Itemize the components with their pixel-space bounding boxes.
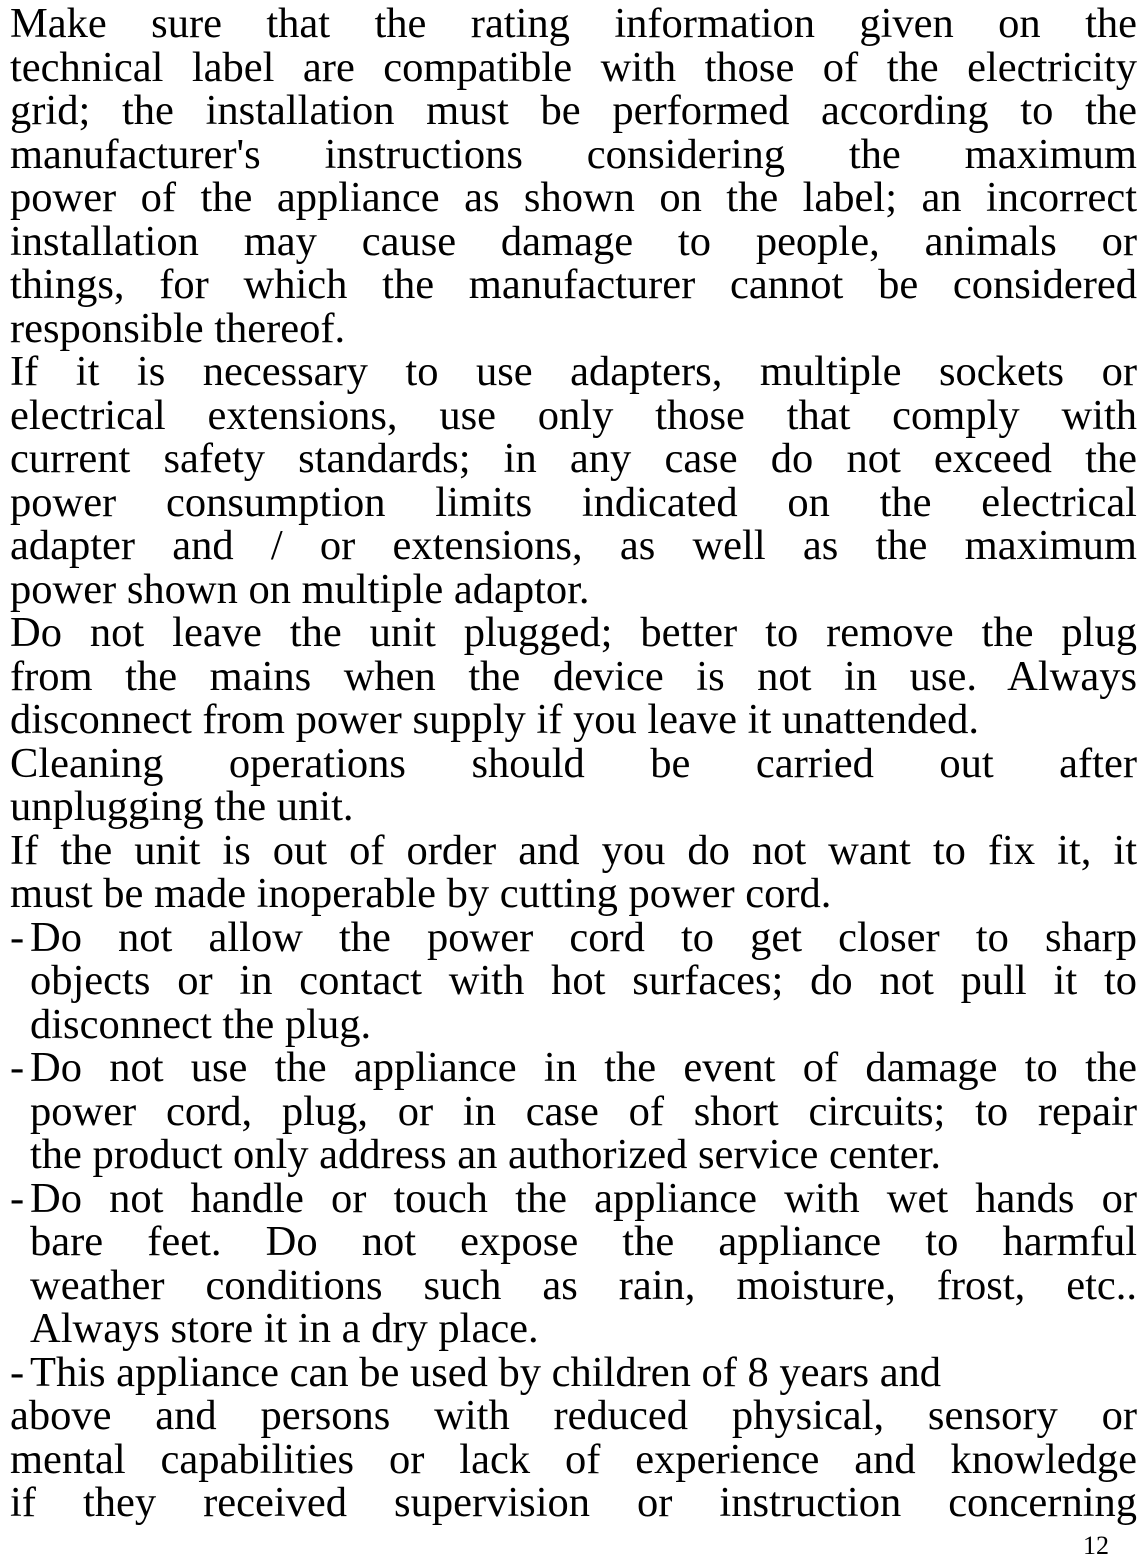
text-line [10, 2, 1137, 46]
text-line-content: If the unit is out of order and you do not want to fix it, it [10, 826, 1137, 874]
text-line [10, 217, 1137, 265]
text-line-content: disconnect the plug. [30, 1000, 372, 1048]
text-line-content: This appliance can be used by children of 8 years and [30, 1348, 942, 1396]
text-line [10, 872, 1137, 916]
text-line-content: from the mains when the device is not in use. Always [10, 652, 1137, 700]
text-line-content: things, for which the manufacturer cannot be considered [10, 261, 1137, 308]
text-line [10, 1087, 1137, 1135]
text-line-content: current safety standards; in any case do not exceed the [10, 435, 1137, 482]
text-line-content: installation may cause damage to people, animals or [10, 217, 1137, 265]
text-line-content: grid; the installation must be performed according to the [10, 87, 1137, 134]
text-line-content: technical label are compatible with those of the electricity [10, 43, 1137, 91]
text-line [10, 739, 1137, 787]
text-line [10, 1220, 1137, 1264]
text-line-content: manufacturer's instructions considering the maximum [10, 130, 1137, 178]
text-line-content: If it is necessary to use adapters, multiple sockets or [10, 348, 1137, 395]
text-line-content: adapter and / or extensions, as well as the maximum [10, 522, 1137, 569]
bullet-dash: - [10, 913, 25, 961]
text-line [10, 437, 1137, 481]
text-line-content: disconnect from power supply if you leave it unattended. [10, 696, 979, 743]
text-line [10, 1394, 1137, 1438]
text-line [10, 524, 1137, 568]
text-line [10, 263, 1137, 307]
text-line [10, 611, 1137, 655]
text-line [10, 565, 1137, 613]
text-line-content: above and persons with reduced physical, sensory or [10, 1392, 1137, 1439]
text-line [10, 652, 1137, 700]
text-line-content: unplugging the unit. [10, 783, 354, 830]
text-line [10, 1307, 1137, 1351]
text-line-content: Do not leave the unit plugged; better to remove the plug [10, 609, 1137, 656]
text-line-content: power cord, plug, or in case of short circuits; to repair [30, 1087, 1137, 1135]
text-line [10, 698, 1137, 742]
text-line [10, 1348, 1137, 1396]
text-line [10, 1046, 1137, 1090]
text-line [10, 826, 1137, 874]
text-line [10, 304, 1137, 352]
text-line-content: Do not allow the power cord to get closer to sharp [30, 913, 1137, 961]
text-line [10, 89, 1137, 133]
text-line-content: Do not use the appliance in the event of damage to the [30, 1044, 1137, 1091]
text-line [10, 1435, 1137, 1483]
text-line-content: Always store it in a dry place. [30, 1305, 539, 1352]
document-body [10, 2, 1137, 1525]
text-line [10, 959, 1137, 1003]
text-line [10, 478, 1137, 526]
text-line [10, 1481, 1137, 1525]
bullet-dash: - [10, 1174, 25, 1222]
text-line [10, 350, 1137, 394]
text-line-content: power of the appliance as shown on the label; an incorrect [10, 174, 1137, 221]
text-line [10, 176, 1137, 220]
text-line [10, 1133, 1137, 1177]
text-line-content: if they received supervision or instruction concerning [10, 1479, 1137, 1526]
text-line-content: Do not handle or touch the appliance with wet hands or [30, 1174, 1137, 1222]
text-line-content: the product only address an authorized service center. [30, 1131, 942, 1178]
page-number: 12 [1083, 1531, 1109, 1560]
text-line-content: bare feet. Do not expose the appliance to harmful [30, 1218, 1137, 1265]
text-line-content: objects or in contact with hot surfaces; do not pull it to [30, 957, 1137, 1004]
text-line [10, 1000, 1137, 1048]
text-line-content: power shown on multiple adaptor. [10, 565, 590, 613]
text-line [10, 785, 1137, 829]
text-line-content: must be made inoperable by cutting power cord. [10, 870, 832, 917]
bullet-dash: - [10, 1348, 25, 1396]
text-line [10, 391, 1137, 439]
text-line-content: Make sure that the rating information given on the [10, 0, 1137, 47]
text-line [10, 913, 1137, 961]
text-line-content: mental capabilities or lack of experience and knowledge [10, 1435, 1137, 1483]
text-line [10, 43, 1137, 91]
text-line-content: electrical extensions, use only those that comply with [10, 391, 1137, 439]
text-line [10, 1174, 1137, 1222]
text-line-content: Cleaning operations should be carried out after [10, 739, 1137, 787]
text-line [10, 130, 1137, 178]
text-line-content: power consumption limits indicated on the electrical [10, 478, 1137, 526]
bullet-dash: - [10, 1044, 25, 1091]
text-line-content: responsible thereof. [10, 304, 346, 352]
text-line [10, 1261, 1137, 1309]
text-line-content: weather conditions such as rain, moisture, frost, etc.. [30, 1261, 1137, 1309]
